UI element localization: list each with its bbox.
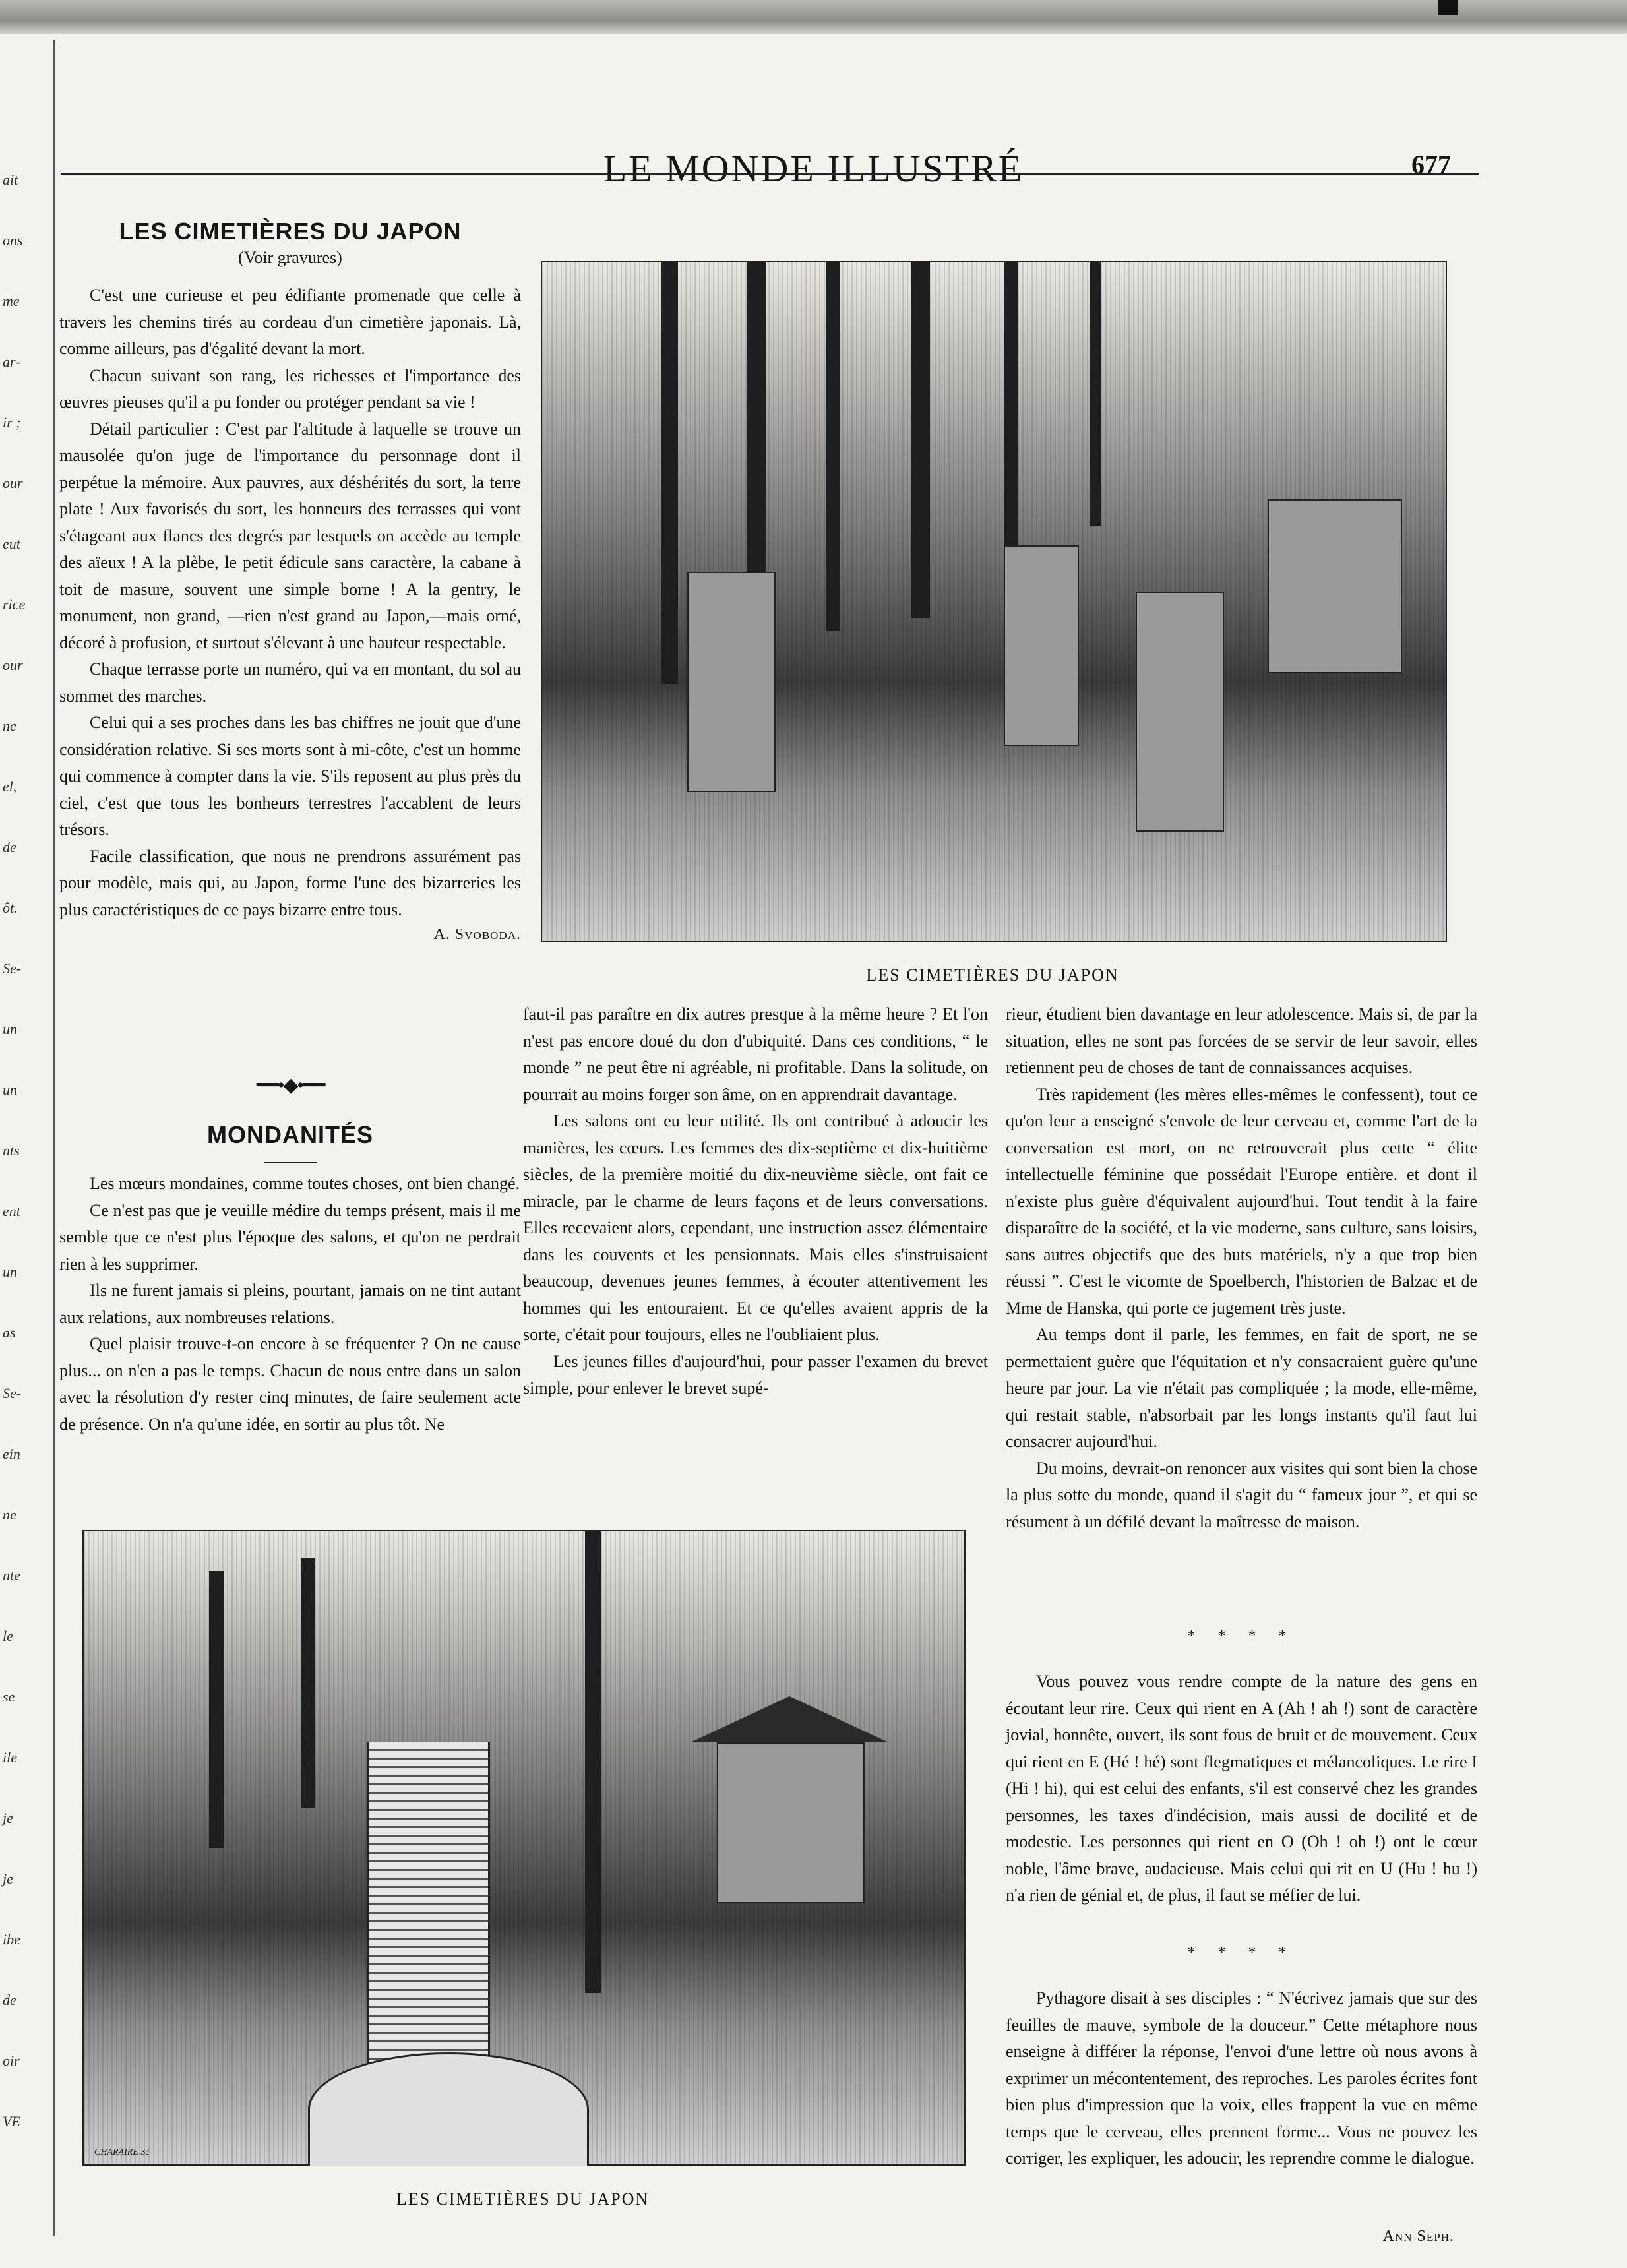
pythagore-paragraph bbox=[1006, 1985, 1477, 2172]
margin-fragment: le bbox=[3, 1628, 13, 1644]
paragraph: Les salons ont eu leur utilité. Ils ont contribué à adoucir les manières, les cœurs. Les femmes des dix-septième et dix-huitième siècles, de la première moitié du dix-neuvième siècle, ont fait ce miracle, par le charme de leurs façons et de leurs conversations. Elles recevaient alors, cependant, une instruction assez élémentaire dans les couvents et les pensionnats. Mais elles s'instruisaient beaucoup, devenues jeunes femmes, à écouter attentivement les hommes qui les entouraient. Et ce qu'elles avaient appris de la sorte, c'était pour toujours, elles ne l'oubliaient plus. bbox=[523, 1111, 988, 1344]
margin-fragment: je bbox=[3, 1810, 13, 1826]
margin-fragment: ar- bbox=[3, 353, 20, 370]
margin-fragment: je bbox=[3, 1870, 13, 1887]
margin-fragment: un bbox=[3, 1082, 17, 1098]
mondanites-column-1 bbox=[59, 1171, 521, 1438]
margin-fragment: oir bbox=[3, 2052, 20, 2069]
paragraph: Très rapidement (les mères elles-mêmes le confessent), tout ce qu'on leur a enseigné s'envole de leur cerveau et, comme l'art de la conversation est mort, on ne retrouverait plus cette “ élite intellectuelle féminine que possédait l'Europe entière. et dont il n'existe plus guère d'équivalent aujourd'hui. Tout tendit à la faire disparaître de la société, et la vie moderne, sans culture, sans loisirs, sans autres objectifs que des buts matériels, n'y a que trop bien réussi ”. C'est le vicomte de Spoelberch, l'historien de Balzac et de Mme de Hanska, qui porte ce jugement très juste. bbox=[1006, 1084, 1477, 1318]
paragraph: faut-il pas paraître en dix autres presque à la même heure ? Et l'on n'est pas encore doué du don d'ubiquité. Dans ces conditions, “ le monde ” ne peut être ni agréable, ni profitable. Dans la solitude, on pourrait au moins forger son âme, on en apprendrait davantage. bbox=[523, 1004, 988, 1104]
rire-paragraph bbox=[1006, 1669, 1477, 1909]
paragraph: rieur, étudient bien davantage en leur adolescence. Mais si, de par la situation, elles ne sont pas forcées de se servir de leur savoir, elles retiennent peu de choses de tant de connaissances acquises. bbox=[1006, 1004, 1477, 1077]
article-subtitle: (Voir gravures) bbox=[238, 248, 342, 267]
margin-fragment: ir ; bbox=[3, 414, 21, 431]
margin-fragment: ent bbox=[3, 1203, 20, 1219]
paragraph: Chaque terrasse porte un numéro, qui va en montant, du sol au sommet des marches. bbox=[59, 659, 521, 706]
margin-fragment: ibe bbox=[3, 1931, 20, 1947]
bottom-image-caption: LES CIMETIÈRES DU JAPON bbox=[396, 2190, 650, 2209]
margin-fragment: un bbox=[3, 1021, 17, 1037]
article-body bbox=[59, 282, 521, 923]
margin-fragment: ein bbox=[3, 1446, 20, 1462]
engraver-signature: CHARAIRE Sc bbox=[94, 2147, 150, 2157]
paragraph: Au temps dont il parle, les femmes, en fait de sport, ne se permettaient guère que l'équitation et n'y consacraient guère qu'une heure par jour. La vie n'était pas compliquée ; la mode, elle-même, qui restait stable, n'absorbait par les longs instants qu'il faut lui consacrer aujourd'hui. bbox=[1006, 1325, 1477, 1451]
article-title: LES CIMETIÈRES DU JAPON bbox=[119, 218, 462, 245]
cemetery-engraving-bottom bbox=[82, 1530, 966, 2166]
paragraph: Quel plaisir trouve-t-on encore à se fréquenter ? On ne cause plus... on n'en a pas le temps. Chacun de nous entre dans un salon avec la résolution d'y rester cinq minutes, de faire seulement acte de présence. On n'a qu'une idée, en sortir au plus tôt. Ne bbox=[59, 1334, 521, 1434]
margin-fragment: de bbox=[3, 839, 16, 855]
margin-fragment: un bbox=[3, 1264, 17, 1280]
margin-fragment: VE bbox=[3, 2113, 20, 2130]
header-rule bbox=[61, 173, 1479, 175]
margin-fragment: ile bbox=[3, 1749, 17, 1765]
margin-fragment: rice bbox=[3, 596, 26, 613]
section-divider: ━━•◆•━━ bbox=[256, 1074, 324, 1096]
margin-fragment: el, bbox=[3, 778, 17, 795]
facing-page-margin bbox=[0, 40, 55, 2236]
paragraph: Détail particulier : C'est par l'altitude à laquelle se trouve un mausolée qu'on juge de l'importance du personnage dont il perpétue la mémoire. Aux pauvres, aux déshérités du sort, la terre plate ! Aux favorisés du sort, les honneurs des terrasses qui vont s'étageant aux flancs des degrés par lesquels on accède au temple des aïeux ! A la plèbe, le petit édicule sans caractère, la cabane à toit de masure, souvent une simple borne ! A la gentry, le monument, non grand, —rien n'est grand au Japon,—mais orné, décoré à profusion, et surtout s'élevant à une hauteur respectable. bbox=[59, 419, 521, 652]
section-stars: * * * * bbox=[1187, 1944, 1296, 1961]
paragraph: Les mœurs mondaines, comme toutes choses, ont bien changé. bbox=[90, 1174, 520, 1193]
article-signature: A. Svoboda. bbox=[433, 926, 521, 943]
margin-fragment: Se- bbox=[3, 1385, 22, 1401]
section-stars: * * * * bbox=[1187, 1628, 1296, 1645]
paragraph: C'est une curieuse et peu édifiante promenade que celle à travers les chemins tirés au cordeau d'un cimetière japonais. Là, comme ailleurs, pas d'égalité devant la mort. bbox=[59, 286, 521, 358]
margin-fragment: Se- bbox=[3, 960, 22, 977]
margin-fragment: eut bbox=[3, 536, 20, 552]
article-cimetieres bbox=[59, 218, 521, 944]
top-mark bbox=[1438, 0, 1458, 15]
top-image-caption: LES CIMETIÈRES DU JAPON bbox=[866, 965, 1119, 985]
margin-fragment: as bbox=[3, 1324, 16, 1341]
margin-fragment: ne bbox=[3, 1506, 16, 1523]
mondanites-column-3 bbox=[1006, 1001, 1477, 1535]
paragraph: Ils ne furent jamais si pleins, pourtant, jamais on ne tint autant aux relations, aux nombreuses relations. bbox=[59, 1281, 521, 1327]
cemetery-engraving-top bbox=[541, 261, 1447, 942]
paragraph: Du moins, devrait-on renoncer aux visites qui sont bien la chose la plus sotte du monde, quand il s'agit du “ fameux jour ”, et qui se résument à un défilé devant la maîtresse de maison. bbox=[1006, 1458, 1477, 1531]
margin-fragment: ôt. bbox=[3, 900, 18, 916]
mondanites-title: MONDANITÉS bbox=[207, 1121, 373, 1148]
paragraph: Pythagore disait à ses disciples : “ N'écrivez jamais que sur des feuilles de mauve, symbole de la douceur.” Cette métaphore nous enseigne à différer la réponse, l'envoi d'une lettre où nous avons à exprimer un mécontentement, des reproches. Les paroles écrites font bien plus d'impression que la voix, elles frappent la vue en même temps que le cerveau, elles prennent forme... Vous ne pouvez les corriger, les expliquer, les adoucir, les reprendre comme le dialogue. bbox=[1006, 1988, 1477, 2168]
margin-fragment: me bbox=[3, 293, 20, 309]
paragraph: Chacun suivant son rang, les richesses et l'importance des œuvres pieuses qu'il a pu fonder ou protéger pendant sa vie ! bbox=[59, 365, 521, 412]
margin-fragment: ons bbox=[3, 232, 23, 249]
top-bleed-strip bbox=[0, 0, 1627, 34]
paragraph: Celui qui a ses proches dans les bas chiffres ne jouit que d'une considération relative. Si ses morts sont à mi-côte, c'est un homme qui commence à compter dans la vie. S'ils reposent au plus près du ciel, c'est que tous les bonheurs terrestres l'accablent de leurs trésors. bbox=[59, 713, 521, 839]
paragraph: Les jeunes filles d'aujourd'hui, pour passer l'examen du brevet simple, pour enlever le brevet supé- bbox=[523, 1351, 988, 1397]
margin-fragment: nts bbox=[3, 1142, 20, 1159]
margin-fragment: our bbox=[3, 475, 23, 491]
mondanites-signature: Ann Seph. bbox=[1382, 2228, 1454, 2245]
margin-fragment: nte bbox=[3, 1567, 20, 1583]
margin-fragment: se bbox=[3, 1688, 15, 1705]
margin-fragment: our bbox=[3, 657, 23, 673]
margin-fragment: ait bbox=[3, 171, 18, 188]
masthead-title: LE MONDE ILLUSTRÉ bbox=[603, 147, 1024, 190]
margin-fragment: de bbox=[3, 1992, 16, 2008]
paragraph: Vous pouvez vous rendre compte de la nature des gens en écoutant leur rire. Ceux qui rient en A (Ah ! ah !) sont de caractère jovial, honnête, ouvert, ils sont fous de bruit et de mouvement. Ceux qui rient en E (Hé ! hé) sont flegmatiques et mélancoliques. Le rire I (Hi ! hi), qui est celui des enfants, s'il est conservé chez les grandes personnes, les taxes d'indécision, mais aussi de docilité et de modestie. Les personnes qui rient en O (Oh ! oh !) ont le cœur noble, l'âme brave, audacieuse. Mais celui qui rit en U (Hu ! hu !) n'a rien de génial et, de plus, il faut se méfier de lui. bbox=[1006, 1672, 1477, 1905]
margin-fragment: ne bbox=[3, 718, 16, 734]
paragraph: Facile classification, que nous ne prendrons assurément pas pour modèle, mais qui, au Japon, forme l'une des bizarreries les plus caractéristiques de ce pays bizarre entre tous. bbox=[59, 846, 521, 919]
paragraph: Ce n'est pas que je veuille médire du temps présent, mais il me semble que ce n'est plus l'époque des salons, et qu'on ne perdrait rien à les supprimer. bbox=[59, 1200, 521, 1273]
mondanites-column-2 bbox=[523, 1001, 988, 1402]
title-rule bbox=[264, 1162, 317, 1163]
page-number: 677 bbox=[1411, 150, 1451, 179]
